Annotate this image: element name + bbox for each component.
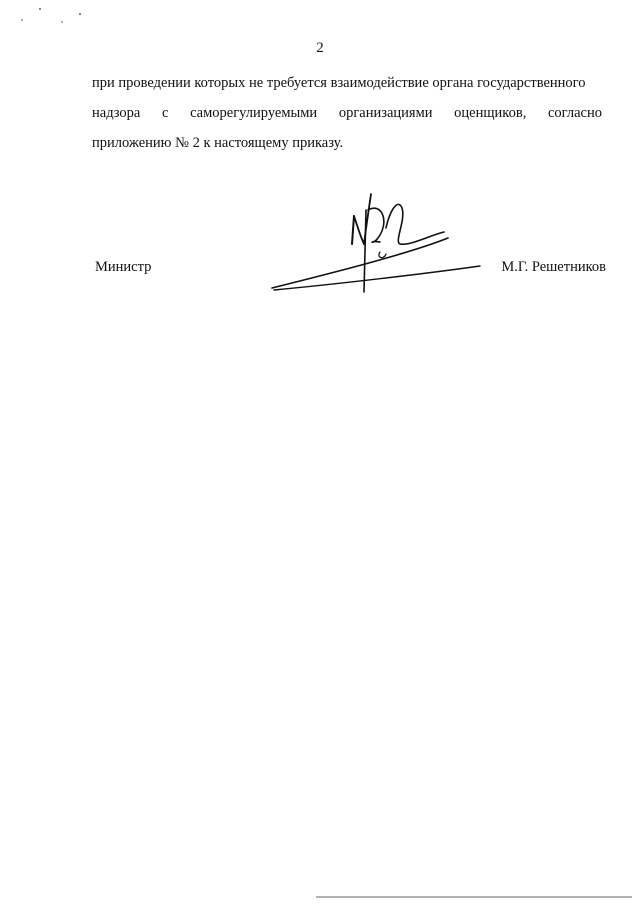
page-number: 2	[316, 40, 324, 56]
body-word: надзора	[92, 105, 141, 121]
body-word: оценщиков,	[454, 105, 527, 121]
body-line-1: при проведении которых не требуется взаимодействие органа государственного	[92, 75, 586, 91]
body-word: организациями	[338, 105, 433, 121]
signatory-position: Министр	[95, 259, 152, 275]
handwritten-signature	[268, 180, 488, 295]
body-word: саморегулируемыми	[190, 105, 318, 121]
body-paragraph	[92, 68, 602, 158]
body-word: с	[161, 105, 169, 121]
body-line-3: приложению № 2 к настоящему приказу.	[92, 135, 344, 151]
signatory-name: М.Г. Решетников	[501, 259, 606, 275]
body-word: согласно	[547, 105, 602, 121]
body-line-2	[92, 98, 602, 128]
